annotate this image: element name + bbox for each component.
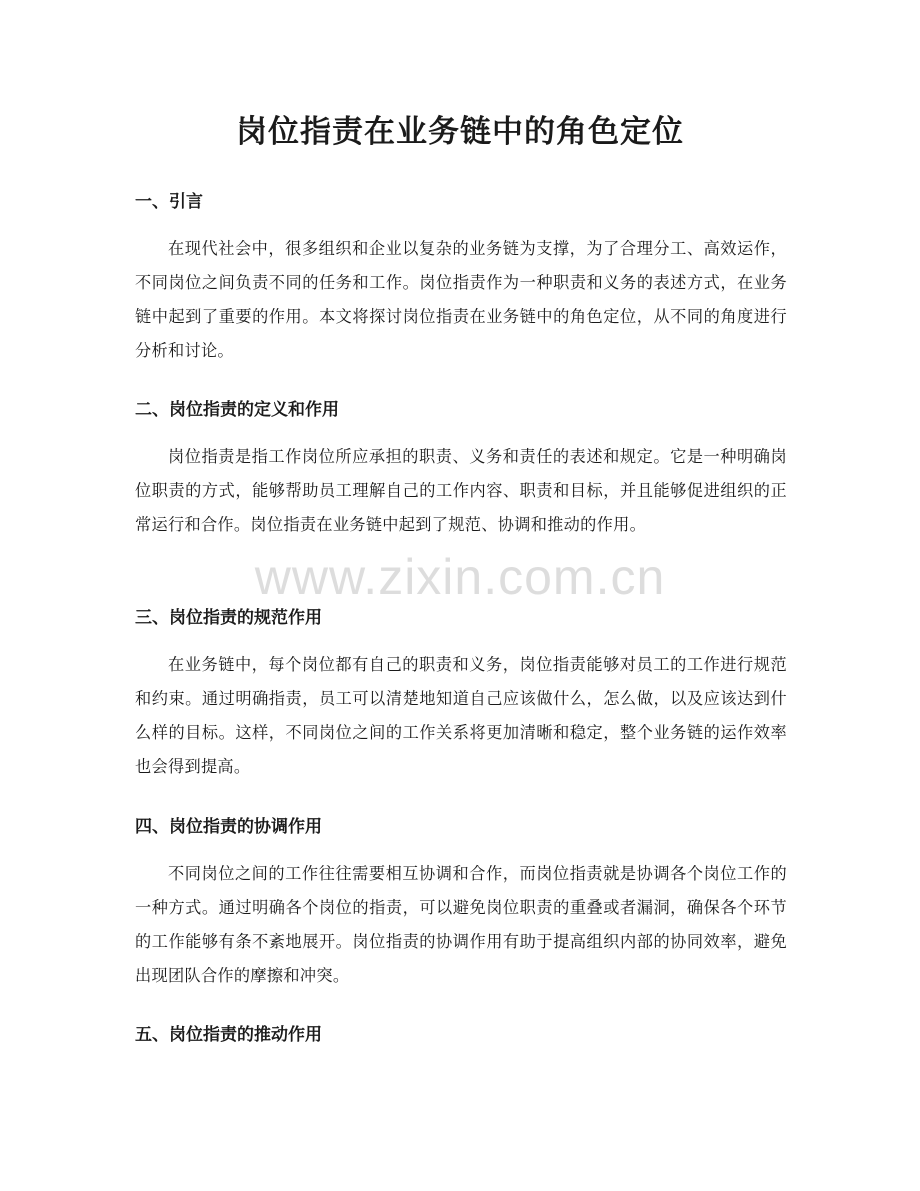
section-heading-5: 五、岗位指责的推动作用 — [135, 1025, 322, 1045]
watermark: www.zixin.com.cn — [254, 549, 666, 605]
section-paragraph-1: 在现代社会中，很多组织和企业以复杂的业务链为支撑，为了合理分工、高效运作，不同岗位之间负责不同的任务和工作。岗位指责作为一种职责和义务的表述方式，在业务链中起到了重要的作用。本文将探讨岗位指责在业务链中的角色定位，从不同的角度进行分析和讨论。 — [135, 239, 787, 360]
section-heading-2: 二、岗位指责的定义和作用 — [135, 400, 339, 420]
section-paragraph-4: 不同岗位之间的工作往往需要相互协调和合作，而岗位指责就是协调各个岗位工作的一种方式。通过明确各个岗位的指责，可以避免岗位职责的重叠或者漏洞，确保各个环节的工作能够有条不紊地展开。岗位指责的协调作用有助于提高组织内部的协同效率，避免出现团队合作的摩擦和冲突。 — [135, 864, 787, 985]
page-title: 岗位指责在业务链中的角色定位 — [236, 114, 684, 150]
section-heading-4: 四、岗位指责的协调作用 — [135, 817, 322, 837]
section-heading-1: 一、引言 — [135, 192, 203, 212]
section-paragraph-2: 岗位指责是指工作岗位所应承担的职责、义务和责任的表述和规定。它是一种明确岗位职责的方式，能够帮助员工理解自己的工作内容、职责和目标，并且能够促进组织的正常运行和合作。岗位指责在业务链中起到了规范、协调和推动的作用。 — [135, 447, 787, 534]
section-paragraph-3: 在业务链中，每个岗位都有自己的职责和义务，岗位指责能够对员工的工作进行规范和约束。通过明确指责，员工可以清楚地知道自己应该做什么，怎么做，以及应该达到什么样的目标。这样，不同岗位之间的工作关系将更加清晰和稳定，整个业务链的运作效率也会得到提高。 — [135, 655, 787, 776]
section-heading-3: 三、岗位指责的规范作用 — [135, 608, 322, 628]
